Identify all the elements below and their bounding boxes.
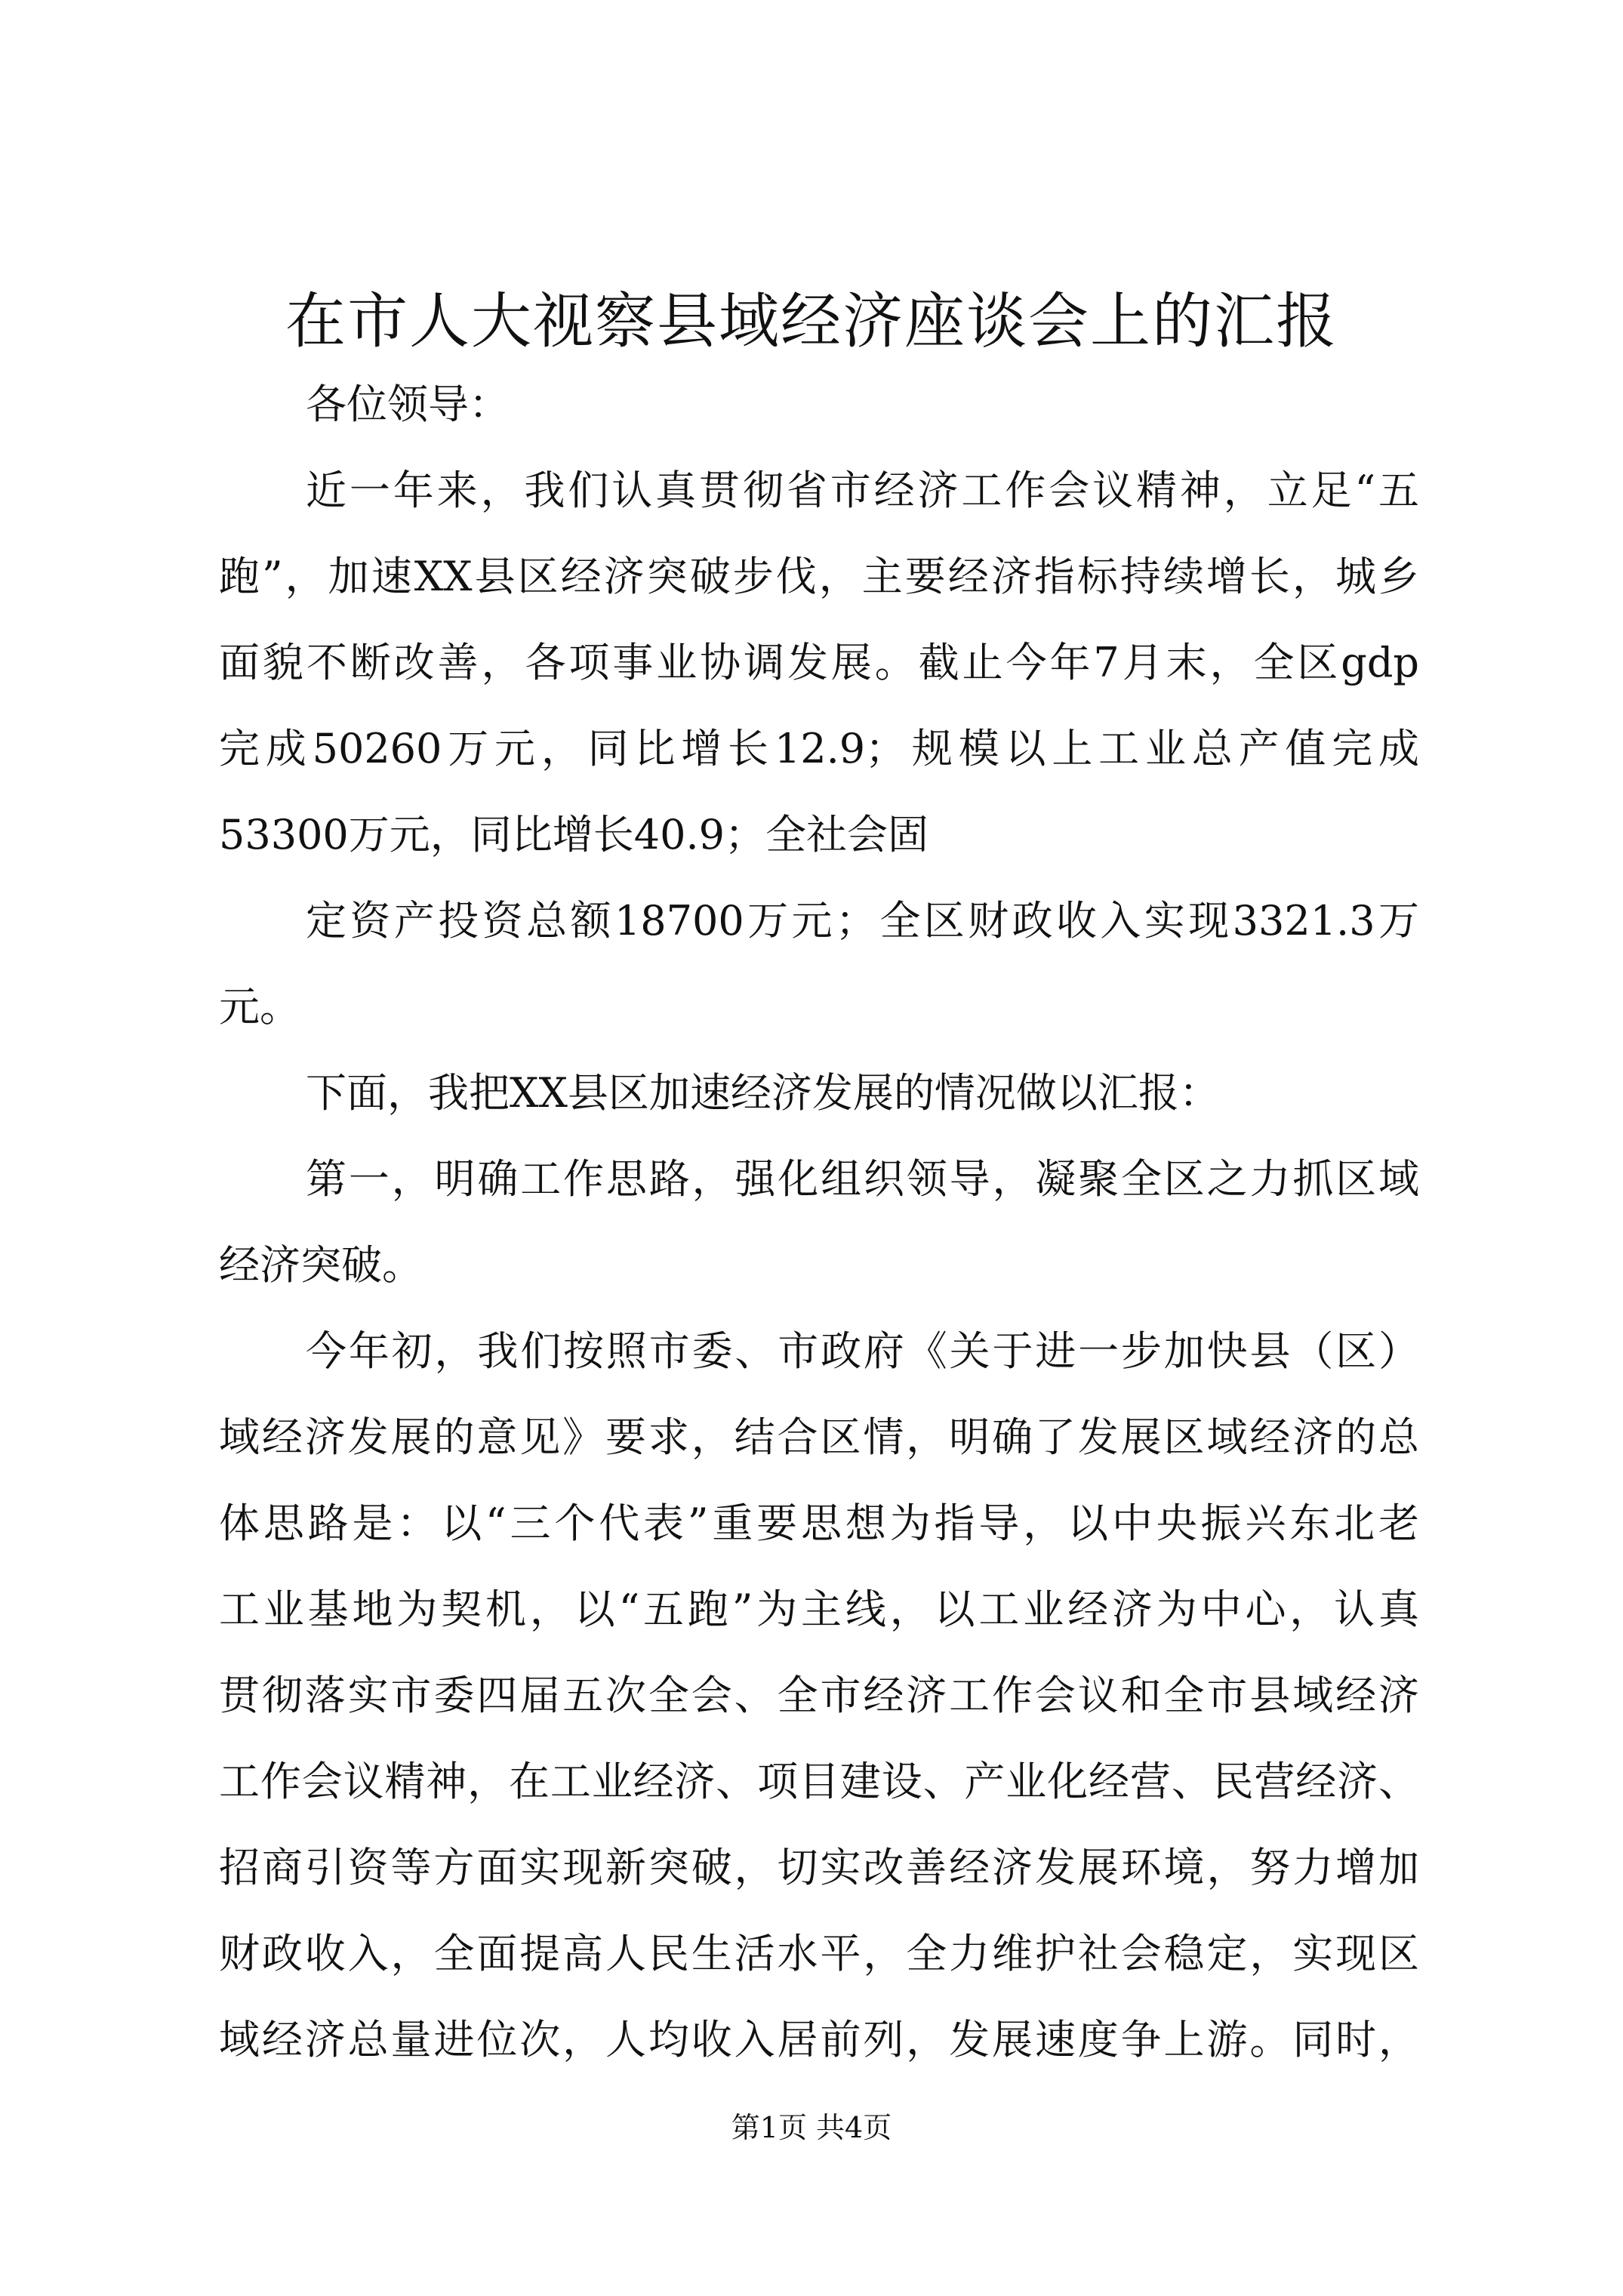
body-line: 域经济发展的意见》要求，结合区情，明确了发展区域经济的总 [219, 1413, 1419, 1461]
body-line: 招商引资等方面实现新突破，切实改善经济发展环境，努力增加 [219, 1844, 1419, 1891]
body-line: 财政收入，全面提高人民生活水平，全力维护社会稳定，实现区 [219, 1930, 1419, 1977]
body-line: 近一年来，我们认真贯彻省市经济工作会议精神，立足“五 [306, 467, 1419, 514]
body-line: 域经济总量进位次，人均收入居前列，发展速度争上游。同时， [219, 2016, 1419, 2063]
body-line: 53300万元，同比增长40.9；全社会固 [219, 811, 929, 858]
section-heading-line: 经济突破。 [219, 1241, 423, 1289]
page-footer: 第1页 共4页 [731, 2111, 892, 2144]
body-line: 工作会议精神，在工业经济、项目建设、产业化经营、民营经济、 [219, 1758, 1419, 1805]
salutation-line: 各位领导： [306, 381, 510, 428]
body-line: 体思路是：以“三个代表”重要思想为指导，以中央振兴东北老 [219, 1499, 1419, 1547]
body-line: 工业基地为契机，以“五跑”为主线，以工业经济为中心，认真 [219, 1586, 1419, 1633]
body-line: 下面，我把XX县区加速经济发展的情况做以汇报： [306, 1069, 1220, 1117]
body-line: 今年初，我们按照市委、市政府《关于进一步加快县（区） [306, 1327, 1419, 1375]
section-heading-line: 第一，明确工作思路，强化组织领导，凝聚全区之力抓区域 [306, 1155, 1419, 1203]
body-line: 定资产投资总额18700万元；全区财政收入实现3321.3万 [306, 897, 1419, 945]
body-line: 完成50260万元，同比增长12.9；规模以上工业总产值完成 [219, 725, 1419, 772]
body-line: 面貌不断改善，各项事业协调发展。截止今年7月末，全区gdp [219, 639, 1419, 686]
body-line: 贯彻落实市委四届五次全会、全市经济工作会议和全市县域经济 [219, 1672, 1419, 1719]
document-title: 在市人大视察县域经济座谈会上的汇报 [285, 286, 1338, 356]
body-line: 跑”，加速XX县区经济突破步伐，主要经济指标持续增长，城乡 [219, 553, 1419, 600]
body-line: 元。 [219, 983, 300, 1031]
